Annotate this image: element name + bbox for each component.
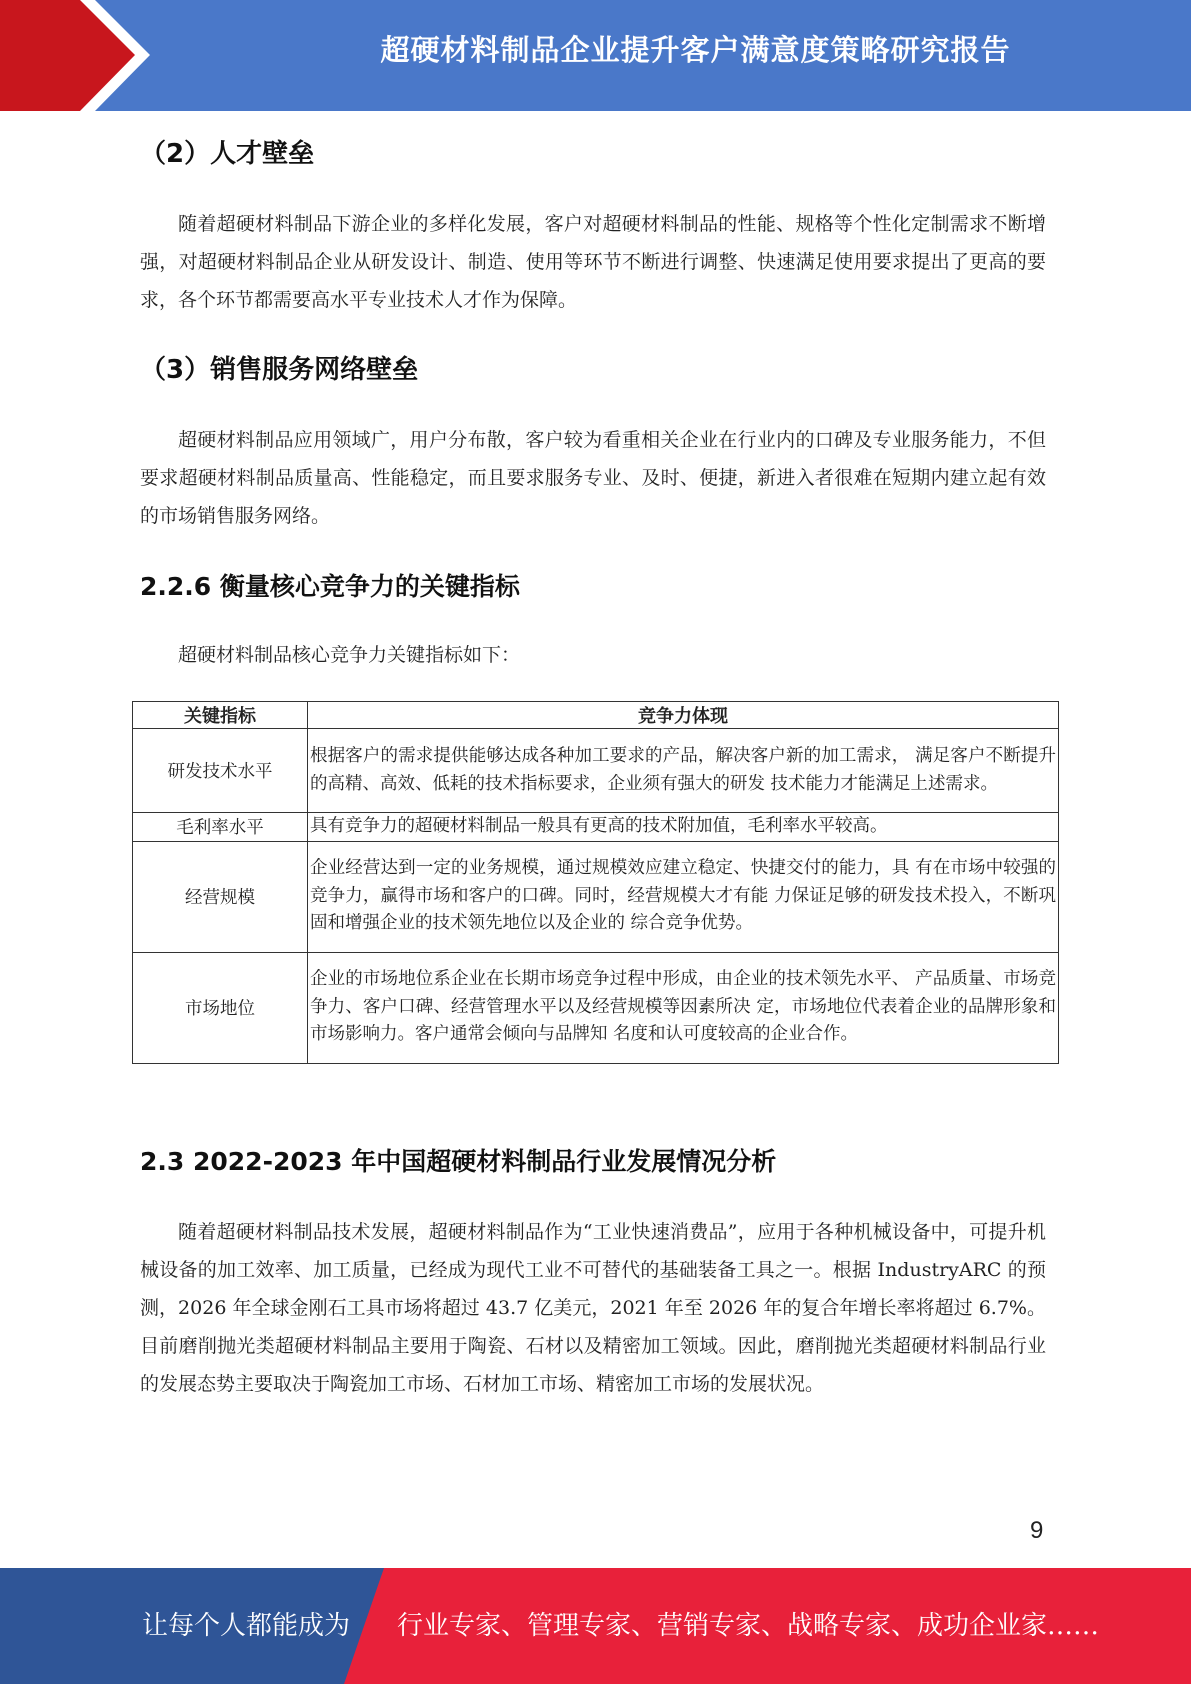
kpi-table [132,701,1059,1064]
table-cell-description: 根据客户的需求提供能够达成各种加工要求的产品，解决客户新的加工需求， 满足客户不断提升的高精、高效、低耗的技术指标要求，企业须有强大的研发 技术能力才能满足上述需求。 [308,729,1059,813]
table-header-row [133,702,1059,729]
heading-talent-barrier: （2）人才壁垒 [140,139,315,169]
footer-banner [0,1568,1191,1684]
table-row [133,729,1059,813]
table-cell-indicator: 经营规模 [133,841,308,952]
heading-kpi-section: 2.2.6 衡量核心竞争力的关键指标 [140,572,520,601]
heading-industry-section: 2.3 2022-2023 年中国超硬材料制品行业发展情况分析 [140,1147,777,1176]
header-banner [0,0,1191,111]
table-header-cell: 关键指标 [133,702,308,729]
paragraph-industry-analysis: 随着超硬材料制品技术发展，超硬材料制品作为“工业快速消费品”，应用于各种机械设备中，可提升机械设备的加工效率、加工质量，已经成为现代工业不可替代的基础装备工具之一。根据 IndustryARC 的预测，2026 年全球金刚石工具市场将超过 43.7 亿美元，2021 年至 2026 年的复合年增长率将超过 6.7%。目前磨削抛光类超硬材料制品主要用于陶瓷、石材以及精密加工领域。因此，磨削抛光类超硬材料制品行业的发展态势主要取决于陶瓷加工市场、石材加工市场、精密加工市场的发展状况。 [140,1221,1046,1395]
report-title: 超硬材料制品企业提升客户满意度策略研究报告 [380,33,1011,67]
table-row [133,952,1059,1063]
page-number: 9 [1030,1517,1044,1544]
footer-slogan-right: 行业专家、管理专家、营销专家、战略专家、成功企业家…… [397,1611,1100,1641]
heading-sales-barrier: （3）销售服务网络壁垒 [140,355,419,385]
table-cell-indicator: 市场地位 [133,952,308,1063]
table-cell-description: 企业经营达到一定的业务规模，通过规模效应建立稳定、快捷交付的能力，具 有在市场中较强的竞争力，赢得市场和客户的口碑。同时，经营规模大才有能 力保证足够的研发技术投入，不断巩固和增强企业的技术领先地位以及企业的 综合竞争优势。 [308,841,1059,952]
table-header-cell: 竞争力体现 [308,702,1059,729]
table-cell-indicator: 研发技术水平 [133,729,308,813]
header-red-chevron-icon [0,0,160,111]
table-cell-description: 具有竞争力的超硬材料制品一般具有更高的技术附加值，毛利率水平较高。 [308,813,1059,842]
table-cell-description: 企业的市场地位系企业在长期市场竞争过程中形成，由企业的技术领先水平、 产品质量、市场竞争力、客户口碑、经营管理水平以及经营规模等因素所决 定，市场地位代表着企业的品牌形象和市场影响力。客户通常会倾向与品牌知 名度和认可度较高的企业合作。 [308,952,1059,1063]
table-row [133,813,1059,842]
paragraph-kpi-intro: 超硬材料制品核心竞争力关键指标如下： [178,644,521,666]
footer-slogan-left: 让每个人都能成为 [142,1611,351,1641]
paragraph-talent-barrier: 随着超硬材料制品下游企业的多样化发展，客户对超硬材料制品的性能、规格等个性化定制需求不断增强，对超硬材料制品企业从研发设计、制造、使用等环节不断进行调整、快速满足使用要求提出了更高的要求，各个环节都需要高水平专业技术人才作为保障。 [140,213,1046,311]
table-row [133,841,1059,952]
table-cell-indicator: 毛利率水平 [133,813,308,842]
paragraph-sales-barrier: 超硬材料制品应用领域广，用户分布散，客户较为看重相关企业在行业内的口碑及专业服务能力，不但要求超硬材料制品质量高、性能稳定，而且要求服务专业、及时、便捷，新进入者很难在短期内建立起有效的市场销售服务网络。 [140,429,1046,527]
